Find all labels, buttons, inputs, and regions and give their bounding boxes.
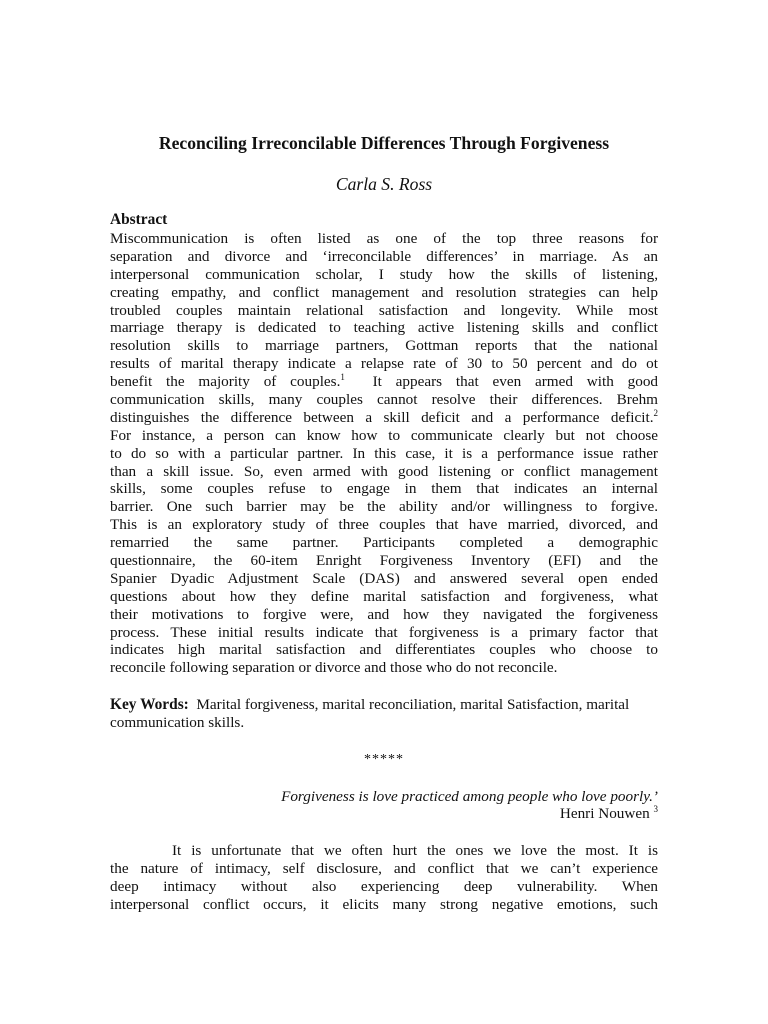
abstract-line: communication skills, many couples cannot resolve their differences. Brehm — [110, 391, 658, 409]
abstract-line: Miscommunication is often listed as one of the top three reasons for — [110, 230, 658, 247]
abstract-line: troubled couples maintain relational satisfaction and longevity. While most — [110, 301, 658, 319]
author-name: Carla S. Ross — [335, 174, 433, 194]
abstract-line: reconcile following separation or divorce and those who do not reconcile. — [110, 659, 558, 677]
epigraph-attribution — [110, 805, 658, 822]
abstract-heading: Abstract — [110, 211, 168, 228]
footnote-marker: 2 — [653, 407, 658, 418]
abstract-line-text: distinguishes the difference between a skill deficit and a performance deficit. — [110, 408, 654, 426]
abstract-line: to do so with a particular partner. In this case, it is a performance issue rather — [110, 444, 658, 462]
abstract-line: questions about how they define marital satisfaction and forgiveness, what — [110, 587, 658, 605]
abstract-line: skills, some couples refuse to engage in them that indicates an internal — [110, 480, 658, 498]
body-line: interpersonal conflict occurs, it elicits many strong negative emotions, such — [110, 895, 658, 913]
abstract-line-head: benefit the majority of couples. — [110, 373, 341, 391]
abstract-line: This is an exploratory study of three couples that have married, divorced, and — [110, 516, 658, 534]
epigraph-quote: Forgiveness is love practiced among people who love poorly.’ — [281, 788, 658, 805]
abstract-body — [110, 230, 658, 677]
body-line: the nature of intimacy, self disclosure, and conflict that we can’t experience — [110, 859, 658, 877]
abstract-line: remarried the same partner. Participants completed a demographic — [110, 534, 658, 552]
abstract-line: indicates high marital satisfaction and differentiates couples who choose to — [110, 641, 658, 659]
abstract-line: creating empathy, and conflict management and resolution strategies can help — [110, 283, 658, 301]
abstract-line: barrier. One such barrier may be the ability and/or willingness to forgive. — [110, 498, 658, 516]
abstract-line: separation and divorce and ‘irreconcilable differences’ in marriage. As an — [110, 247, 658, 265]
abstract-line-tail: It appears that even armed with good — [372, 373, 659, 391]
body-line: deep intimacy without also experiencing deep vulnerability. When — [110, 877, 658, 895]
abstract-line — [110, 373, 658, 391]
keywords-section — [110, 696, 658, 732]
document-title: Reconciling Irreconcilable Differences Through Forgiveness — [158, 133, 610, 153]
abstract-line: interpersonal communication scholar, I study how the skills of listening, — [110, 265, 658, 283]
abstract-line: questionnaire, the 60-item Enright Forgiveness Inventory (EFI) and the — [110, 552, 658, 570]
abstract-line: than a skill issue. So, even armed with good listening or conflict management — [110, 462, 658, 480]
abstract-line: results of marital therapy indicate a relapse rate of 30 to 50 percent and do ot — [110, 355, 658, 373]
body-line: It is unfortunate that we often hurt the ones we love the most. It is — [172, 842, 658, 859]
abstract-line — [110, 409, 658, 427]
section-separator: ***** — [364, 752, 404, 767]
footnote-marker: 3 — [653, 804, 658, 814]
abstract-line: For instance, a person can know how to communicate clearly but not choose — [110, 426, 658, 444]
footnote-marker: 1 — [340, 372, 345, 383]
keywords-label: Key Words: — [110, 696, 189, 713]
attribution-name: Henri Nouwen — [559, 805, 650, 822]
abstract-line: their motivations to forgive were, and how they navigated the forgiveness — [110, 605, 658, 623]
body-paragraph — [110, 842, 658, 914]
keywords-text: Marital forgiveness, marital reconciliation, marital Satisfaction, marital communication skills. — [110, 696, 630, 731]
abstract-line: Spanier Dyadic Adjustment Scale (DAS) and answered several open ended — [110, 569, 658, 587]
abstract-line: process. These initial results indicate that forgiveness is a primary factor that — [110, 623, 658, 641]
epigraph — [110, 788, 658, 822]
abstract-line: resolution skills to marriage partners, Gottman reports that the national — [110, 337, 658, 355]
abstract-line: marriage therapy is dedicated to teaching active listening skills and conflict — [110, 319, 658, 337]
